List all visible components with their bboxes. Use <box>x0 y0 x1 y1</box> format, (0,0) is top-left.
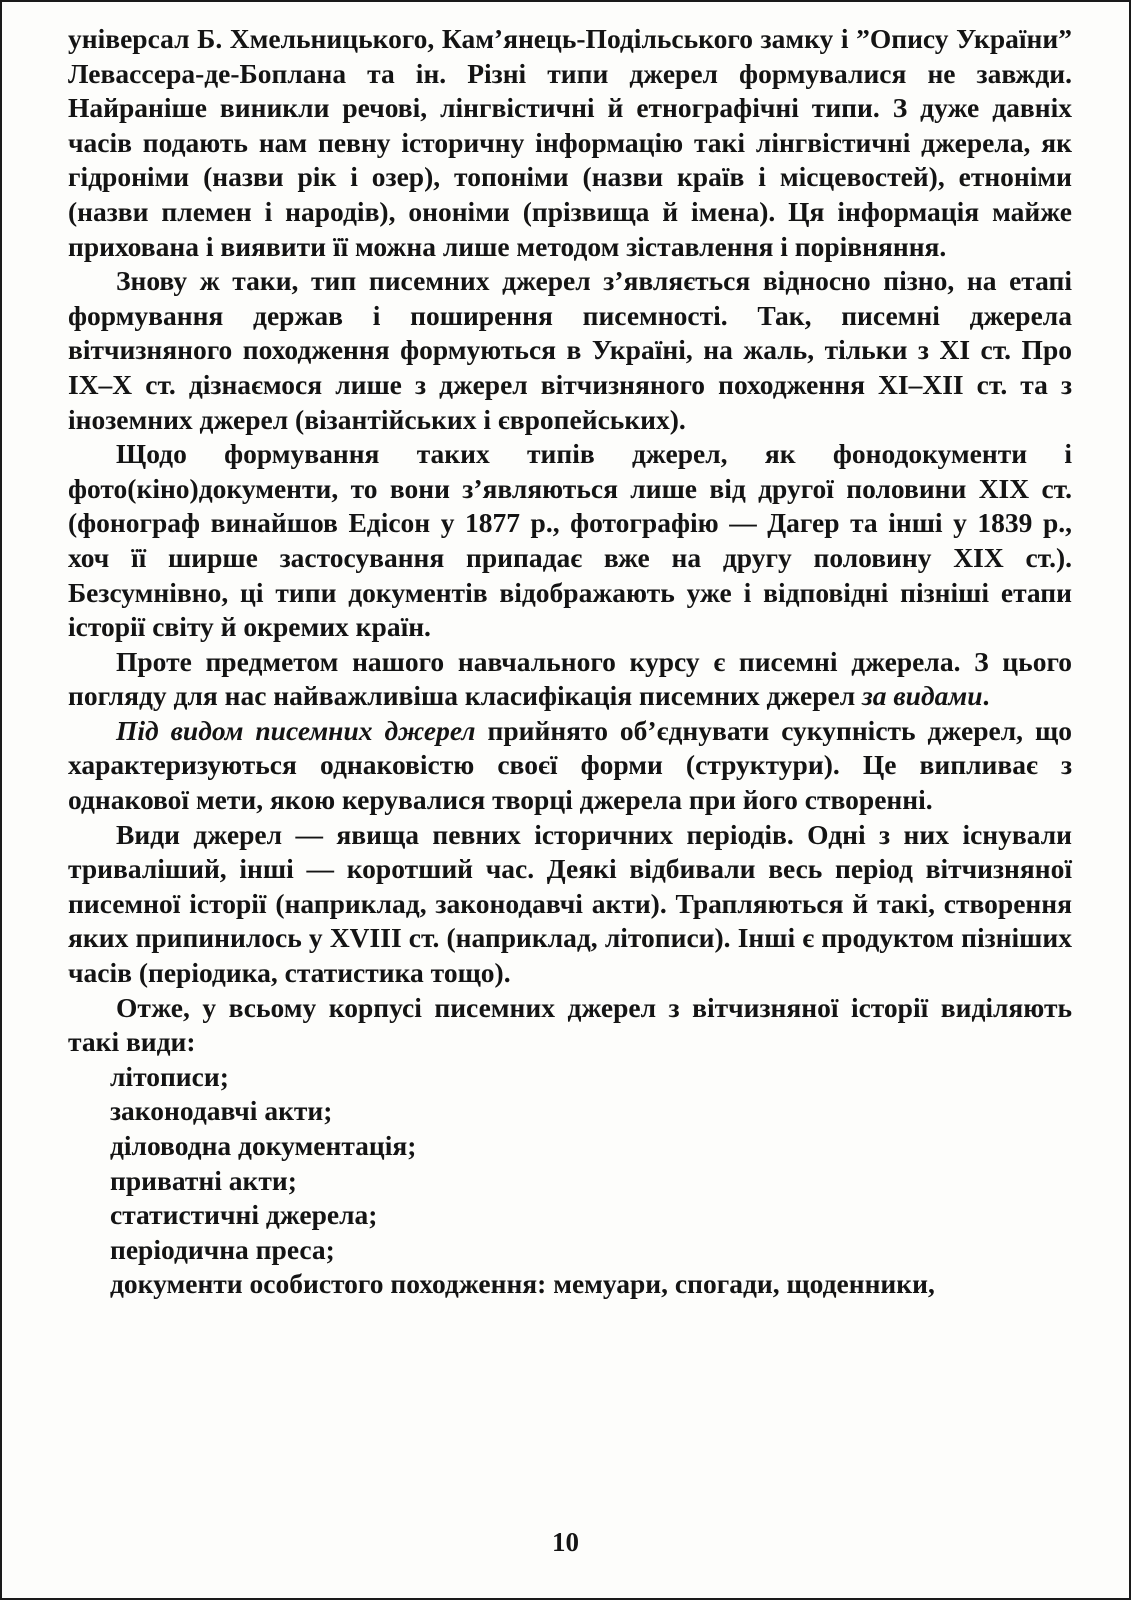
paragraph-phono-photo-documents: Щодо формування таких типів джерел, як фонодокументи і фото(кіно)документи, то вони з’являються лише від другої половини XIX ст. (фонограф винайшов Едісон у 1877 р., фотографію — Дагер та інші у 1839 р., хоч її ширше застосування припадає вже на другу половину XIX ст.). Безсумнівно, ці типи документів відображають уже і відповідні пізніші етапи історії світу й окремих країн. <box>68 438 1072 643</box>
list-item: літописи; <box>110 1060 229 1092</box>
emphasis-by-types: за видами <box>862 680 983 712</box>
list-item: документи особистого походження: мемуари, спогади, щоденники, <box>110 1268 935 1300</box>
page-number: 10 <box>552 1527 579 1557</box>
list-item: періодична преса; <box>110 1233 335 1265</box>
list-item: діловодна документація; <box>110 1130 417 1161</box>
paragraph-course-subject <box>68 645 1072 714</box>
source-types-list <box>68 1060 1072 1302</box>
paragraph-list-intro: Отже, у всьому корпусі писемних джерел з вітчизняної історії виділяють такі види: <box>68 991 1072 1058</box>
paragraph-type-definition <box>68 714 1072 818</box>
emphasis-term-definition: Під видом писемних джерел <box>116 714 476 746</box>
paragraph-written-sources: Знову ж таки, тип писемних джерел з’являється відносно пізно, на етапі формування держав і поширення писемності. Так, писемні джерела вітчизняного походження формуються в Україні, на жаль, тільки з XI ст. Про IX–X ст. дізнаємося лише з джерел вітчизняного походження XI–XII ст. та з іноземних джерел (візантійських і європейських). <box>68 265 1072 435</box>
list-item: приватні акти; <box>110 1164 297 1196</box>
paragraph-text: прийнято об’єднувати сукупність джерел, що характеризуються однаковістю своєї форми (структури). Це випливає з однакової мети, якою керувалися творці джерела при його створенні. <box>68 714 1072 816</box>
list-item: законодавчі акти; <box>110 1095 333 1127</box>
page-body <box>68 22 1072 1302</box>
paragraph-text: Проте предметом нашого навчального курсу є писемні джерела. З цього погляду для нас найважливіша класифікація писемних джерел <box>68 645 1072 712</box>
paragraph-sources-origins: універсал Б. Хмельницького, Кам’янець-Подільського замку і ”Опису України” Левассера-де-Боплана та ін. Різні типи джерел формувалися не завжди. Найраніше виникли речові, лінгвістичні й етнографічні типи. З дуже давніх часів подають нам певну історичну інформацію такі лінгвістичні джерела, як гідроніми (назви рік і озер), топоніми (назви країв і місцевостей), етноніми (назви племен і народів), ононіми (прізвища й імена). Ця інформація майже прихована і виявити її можна лише методом зіставлення і порівняння. <box>68 23 1072 262</box>
paragraph-historical-periods: Види джерел — явища певних історичних періодів. Одні з них існували триваліший, інші — коротший час. Деякі відбивали весь період вітчизняної писемної історії (наприклад, законодавчі акти). Трапляються й такі, створення яких припинилось у XVIII ст. (наприклад, літописи). Інші є продуктом пізніших часів (періодика, статистика тощо). <box>68 818 1072 989</box>
list-item: статистичні джерела; <box>110 1199 378 1231</box>
paragraph-text: . <box>982 680 990 712</box>
